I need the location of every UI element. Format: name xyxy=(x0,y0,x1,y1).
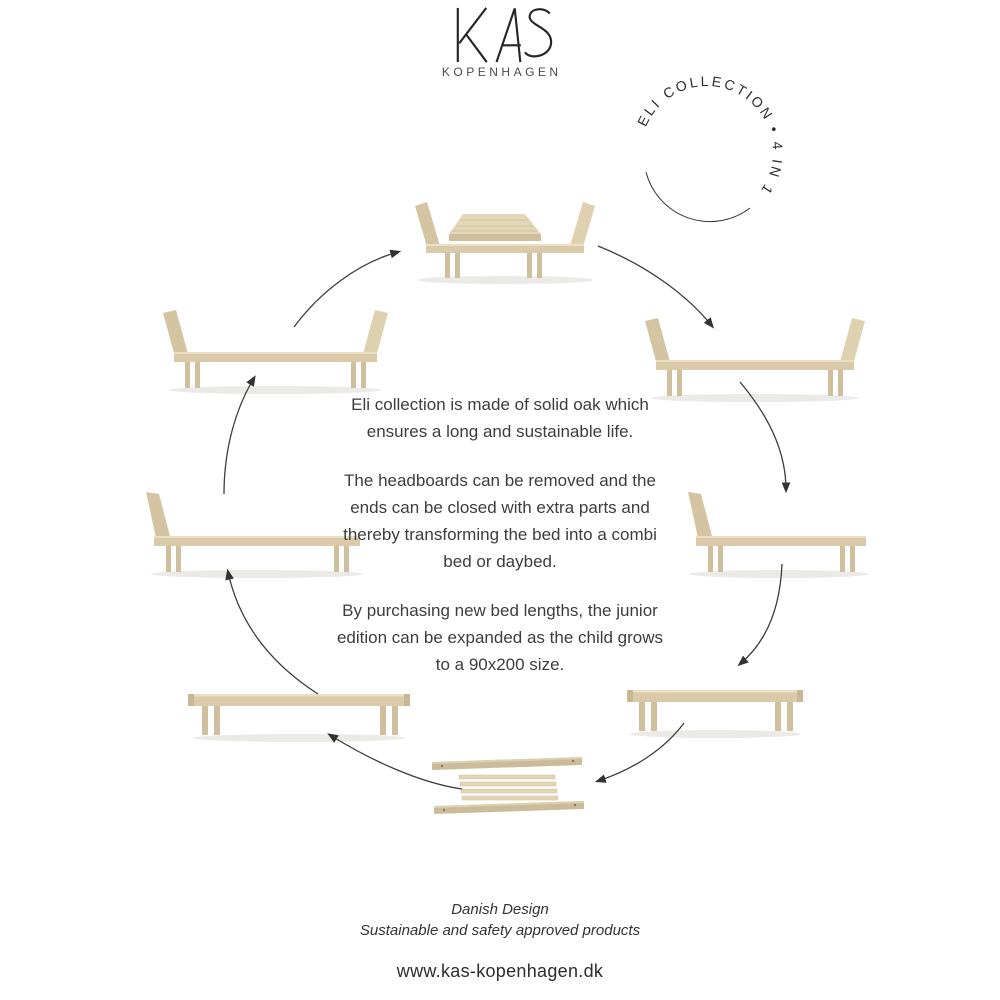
arrow-frame-left-to-junior-left xyxy=(228,572,318,694)
brand-subtitle: KOPENHAGEN xyxy=(441,65,562,79)
description-paragraph-3: By purchasing new bed lengths, the junior edition can be expanded as the child grows to a 90x200 size. xyxy=(336,601,664,674)
disassembled-bed-parts-illustration xyxy=(432,757,584,814)
tagline-line-2: Sustainable and safety approved products xyxy=(359,922,641,939)
arrow-junior-left-to-daybed-left xyxy=(224,378,254,494)
badge-text-path: ELI COLLECTION • 4 IN 1 xyxy=(633,72,787,200)
arrow-junior-right-to-frame-right xyxy=(740,564,782,664)
junior-bed-single-headboard-illustration-right xyxy=(688,492,869,578)
bed-frame-no-headboard-illustration-left xyxy=(188,694,410,742)
website-url: www.kas-kopenhagen.dk xyxy=(396,961,604,981)
description-paragraph-1: Eli collection is made of solid oak which ensures a long and sustainable life. xyxy=(351,395,649,441)
footer-tagline xyxy=(0,899,1000,941)
daybed-two-headboards-illustration-right xyxy=(645,318,865,402)
description-paragraph-2: The headboards can be removed and the ends can be closed with extra parts and thereby transforming the bed into a combi bed or daybed. xyxy=(343,471,657,571)
combi-bed-with-table-illustration xyxy=(415,202,595,284)
tagline-line-1: Danish Design xyxy=(451,901,549,918)
description-block xyxy=(335,391,665,700)
junior-bed-single-headboard-illustration-left xyxy=(146,492,363,578)
arrow-combi-to-daybed-right xyxy=(598,246,712,326)
daybed-two-headboards-illustration-left xyxy=(163,310,388,394)
